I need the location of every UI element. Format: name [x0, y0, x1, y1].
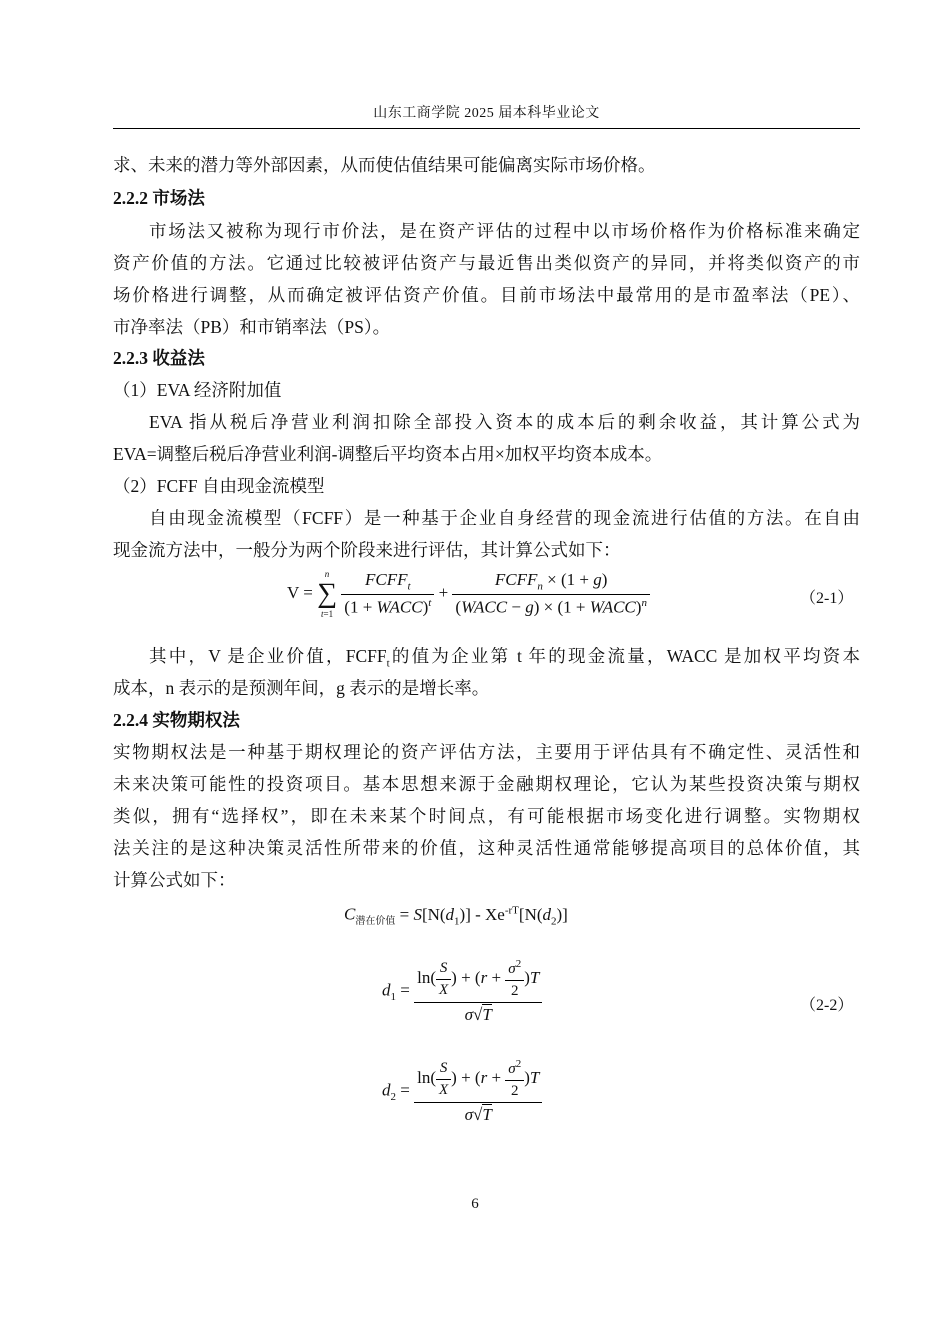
text-run: 的值为企业第 t 年的现金流量，WACC 是加权平均资本	[389, 646, 860, 666]
paragraph-line: 求、未来的潜力等外部因素，从而使估值结果可能偏离实际市场价格。	[113, 155, 656, 175]
paragraph-line: 市场法又被称为现行市价法，是在资产评估的过程中以市场价格作为价格标准来确定	[149, 221, 860, 241]
paragraph-line: 成本，n 表示的是预测年间，g 表示的是增长率。	[113, 678, 490, 698]
paragraph-line: 自由现金流模型（FCFF）是一种基于企业自身经营的现金流进行估值的方法。在自由	[149, 508, 860, 528]
section-heading-2-2-3: 2.2.3 收益法	[113, 348, 205, 368]
text-run: 其中，V 是企业价值，FCFF	[149, 646, 387, 666]
paragraph-line: 类似，拥有“选择权”，即在未来某个时间点，有可能根据市场变化进行调整。实物期权	[113, 806, 860, 826]
subsection-label: （1）EVA 经济附加值	[113, 380, 282, 400]
paragraph-line: EVA=调整后税后净营业利润-调整后平均资本占用×加权平均资本成本。	[113, 444, 663, 464]
section-heading-2-2-2: 2.2.2 市场法	[113, 188, 205, 208]
subscript: t	[386, 657, 390, 670]
equation-2-1: V = n ∑ t=1 $\frac{FCFF_t}{(1 + WACC)^t}$ + $\frac{FCFF_n \times (1 + g)}{(WACC - g) \times (1 + WACC)^n}$	[287, 568, 650, 620]
page-number: 6	[471, 1196, 479, 1212]
equation-d1: $d_1$ = ln( $\frac{S}{X}$ ) + (r + $\frac{\sigma^2}{2}$ )T σ√T	[382, 958, 542, 1025]
math-subscript: 潜在价值	[355, 916, 396, 928]
equation-number: （2-1）	[800, 590, 854, 607]
paragraph-line	[113, 646, 860, 674]
paragraph-line: 现金流方法中，一般分为两个阶段来进行评估，其计算公式如下：	[113, 540, 621, 560]
paragraph-line: EVA 指从税后净营业利润扣除全部投入资本的成本后的剩余收益，其计算公式为	[149, 412, 860, 432]
paragraph-line: 实物期权法是一种基于期权理论的资产评估方法，主要用于评估具有不确定性、灵活性和	[113, 742, 860, 762]
math-var: C	[344, 904, 356, 924]
paragraph-line: 未来决策可能性的投资项目。基本思想来源于金融期权理论，它认为某些投资决策与期权	[113, 774, 860, 794]
equation-2-2-c: $C_{潜在价值} = S[N(d_1)] - Xe^{-rT}[N(d_2)]$	[344, 904, 568, 928]
subsection-label: （2）FCFF 自由现金流模型	[113, 476, 325, 496]
equation-number: （2-2）	[800, 997, 854, 1014]
paragraph-line: 法关注的是这种决策灵活性所带来的价值，这种灵活性通常能够提高项目的总体价值，其	[113, 838, 860, 858]
equation-d2: $d_2$ = ln( $\frac{S}{X}$ ) + (r + $\frac{\sigma^2}{2}$ )T σ√T	[382, 1058, 542, 1125]
section-heading-2-2-4: 2.2.4 实物期权法	[113, 710, 240, 730]
paragraph-line: 场价格进行调整，从而确定被评估资产价值。目前市场法中最常用的是市盈率法（PE）、	[113, 285, 860, 305]
paragraph-line: 计算公式如下：	[113, 870, 236, 890]
paragraph-line: 市净率法（PB）和市销率法（PS）。	[113, 317, 391, 337]
paragraph-line: 资产价值的方法。它通过比较被评估资产与最近售出类似资产的异同，并将类似资产的市	[113, 253, 860, 273]
page-header: 山东工商学院 2025 届本科毕业论文	[113, 102, 860, 129]
